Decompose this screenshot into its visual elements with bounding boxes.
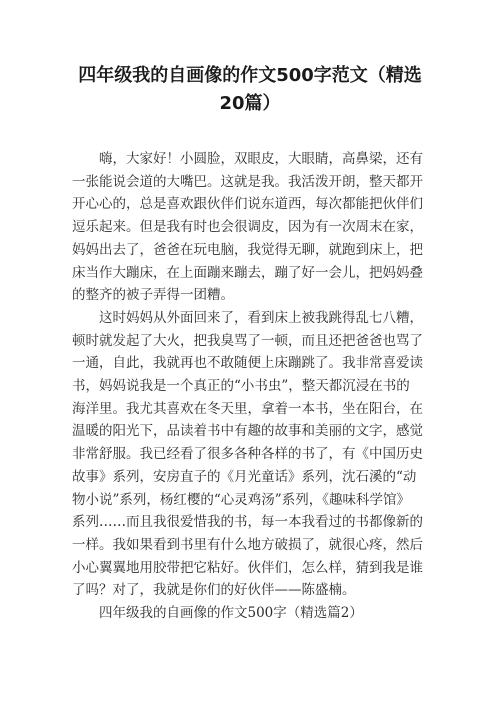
text-line: 一样。我如果看到书里有什么地方破损了，就很心疼，然后: [72, 536, 423, 553]
text-line: 一张能说会道的大嘴巴。这就是我。我活泼开朗，整天都开: [72, 173, 423, 190]
text-line: 故事》系列，安房直子的《月光童话》系列，沈石溪的“动: [72, 468, 417, 485]
title-line-2: 20篇）: [219, 93, 281, 114]
next-essay-heading: 四年级我的自画像的作文500字（精选篇2）: [99, 605, 363, 622]
text-line: 温暖的阳光下，品读着书中有趣的故事和美丽的文字，感觉: [72, 423, 423, 440]
text-line: 床当作大蹦床，在上面蹦来蹦去，蹦了好一会儿，把妈妈叠: [72, 264, 423, 281]
title-line-1: 四年级我的自画像的作文500字范文（精选: [78, 65, 422, 86]
text-line: 逗乐起来。但是我有时也会很调皮，因为有一次周末在家，: [72, 219, 423, 236]
text-line: 开心心的，总是喜欢跟伙伴们说东道西，每次都能把伙伴们: [72, 196, 423, 213]
text-line: 妈妈出去了，爸爸在玩电脑，我觉得无聊，就跑到床上，把: [72, 241, 423, 258]
text-line: 物小说”系列，杨红樱的“心灵鸡汤”系列，《趣味科学馆》: [72, 491, 410, 508]
document-title: [72, 62, 428, 118]
text-line: 小心翼翼地用胶带把它粘好。伙伴们，怎么样，猜到我是谁: [72, 559, 423, 576]
text-line: 非常舒服。我已经看了很多各种各样的书了，有《中国历史: [72, 446, 423, 463]
text-line: 书，妈妈说我是一个真正的“小书虫”，整天都沉浸在书的: [72, 378, 410, 395]
text-line: 顿时就发起了大火，把我臭骂了一顿，而且还把爸爸也骂了: [72, 332, 423, 349]
text-line: 这时妈妈从外面回来了，看到床上被我跳得乱七八糟，: [99, 309, 423, 326]
paragraph-1: [72, 148, 428, 307]
text-line: 了吗？对了，我就是你们的好伙伴——陈盛楠。: [72, 582, 356, 599]
text-line: 海洋里。我尤其喜欢在冬天里，拿着一本书，坐在阳台，在: [72, 400, 423, 417]
text-line: 系列……而且我很爱惜我的书，每一本我看过的书都像新的: [72, 514, 423, 531]
text-line: 一通，自此，我就再也不敢随便上床蹦跳了。我非常喜爱读: [72, 355, 423, 372]
paragraph-2: [72, 307, 428, 602]
text-line: 的整齐的被子弄得一团糟。: [72, 287, 234, 304]
essay-body: [72, 148, 428, 625]
text-line: 嗨，大家好！小圆脸，双眼皮，大眼睛，高鼻梁，还有: [99, 151, 423, 167]
